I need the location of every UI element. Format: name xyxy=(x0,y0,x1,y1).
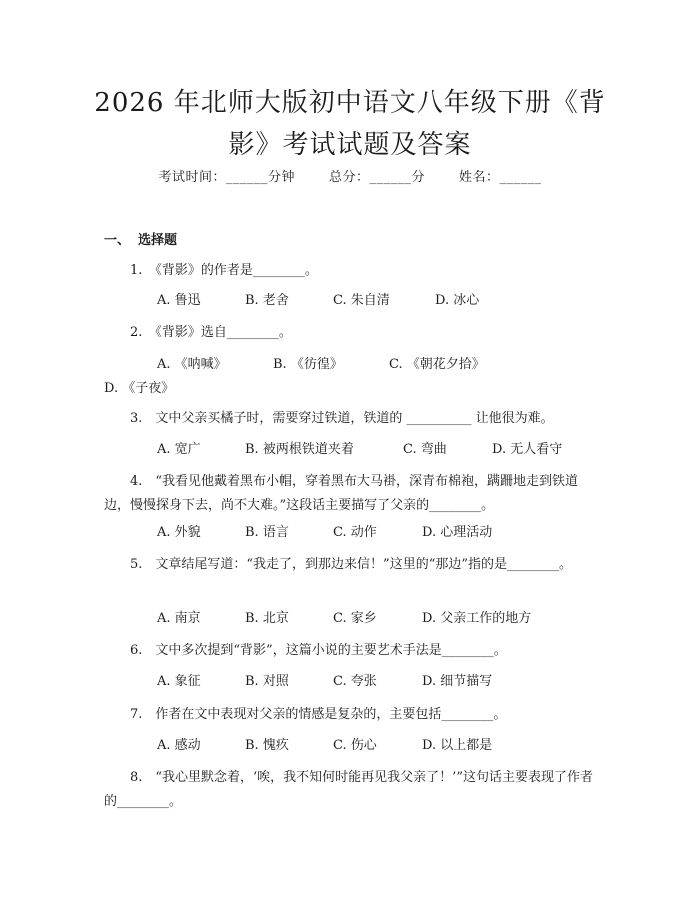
option-b: B. 愧疚 xyxy=(245,738,289,753)
option-c: C. 伤心 xyxy=(333,738,377,753)
option-d: D. 冰心 xyxy=(435,293,480,308)
exam-time-field: 考试时间：______分钟 xyxy=(158,170,295,185)
option-b: B. 老舍 xyxy=(245,293,289,308)
option-d: D. 以上都是 xyxy=(422,738,493,753)
question-3: 3. 文中父亲买橘子时，需要穿过铁道，铁道的 __________ 让他很为难。 xyxy=(130,411,554,426)
option-c: C. 弯曲 xyxy=(403,442,447,457)
option-d: D. 《子夜》 xyxy=(104,381,175,396)
option-d: D. 父亲工作的地方 xyxy=(422,611,532,626)
question-2: 2. 《背影》选自________。 xyxy=(130,325,292,340)
question-6-options xyxy=(157,670,607,694)
option-c: C. 动作 xyxy=(333,525,377,540)
title-line-2: 影》考试试题及答案 xyxy=(228,130,472,160)
question-5: 5. 文章结尾写道：“我走了，到那边来信！”这里的“那边”指的是________。 xyxy=(130,557,572,572)
section-label: 选择题 xyxy=(138,233,178,248)
option-a: A. 外貌 xyxy=(157,525,201,540)
option-a: A. 南京 xyxy=(157,611,201,626)
question-1: 1. 《背影》的作者是________。 xyxy=(130,263,318,278)
option-b: B. 北京 xyxy=(245,611,289,626)
question-7: 7. 作者在文中表现对父亲的情感是复杂的，主要包括________。 xyxy=(130,707,507,722)
question-5-options xyxy=(157,607,607,631)
title-line-1: 2026 年北师大版初中语文八年级下册《背 xyxy=(94,88,606,118)
option-d: D. 细节描写 xyxy=(422,674,493,689)
section-number: 一、 xyxy=(104,233,131,248)
option-a: A. 感动 xyxy=(157,738,201,753)
total-score-field: 总分：______分 xyxy=(328,170,425,185)
student-name-field: 姓名：______ xyxy=(459,170,542,185)
option-b: B. 语言 xyxy=(245,525,289,540)
document-title xyxy=(60,82,640,166)
option-c: C. 《朝花夕拾》 xyxy=(389,357,485,372)
option-c: C. 家乡 xyxy=(333,611,377,626)
question-3-options xyxy=(157,438,607,462)
question-1-options xyxy=(157,289,607,313)
section-heading xyxy=(104,229,177,248)
option-a: A. 宽广 xyxy=(157,442,201,457)
question-8: 8. “我心里默念着，‘唉，我不知何时能再见我父亲了！’”这句话主要表现了作者的________。 xyxy=(104,770,593,809)
option-c: C. 夸张 xyxy=(333,674,377,689)
question-7-options xyxy=(157,734,607,758)
option-b: B. 被两根铁道夹着 xyxy=(245,442,354,457)
question-4: 4. “我看见他戴着黑布小帽，穿着黑布大马褂，深青布棉袍，蹒跚地走到铁道边，慢慢探身下去，尚不大难。”这段话主要描写了父亲的________。 xyxy=(104,474,579,513)
question-4-options xyxy=(157,521,607,545)
option-a: A. 鲁迅 xyxy=(157,293,201,308)
question-2-options xyxy=(104,353,600,401)
option-b: B. 《彷徨》 xyxy=(273,357,343,372)
option-d: D. 心理活动 xyxy=(422,525,493,540)
option-a: A. 象征 xyxy=(157,674,201,689)
option-a: A. 《呐喊》 xyxy=(157,357,227,372)
exam-info-line xyxy=(0,166,700,185)
option-b: B. 对照 xyxy=(245,674,289,689)
option-c: C. 朱自清 xyxy=(333,293,390,308)
question-6: 6. 文中多次提到“背影”，这篇小说的主要艺术手法是________。 xyxy=(130,643,507,658)
option-d: D. 无人看守 xyxy=(492,442,563,457)
